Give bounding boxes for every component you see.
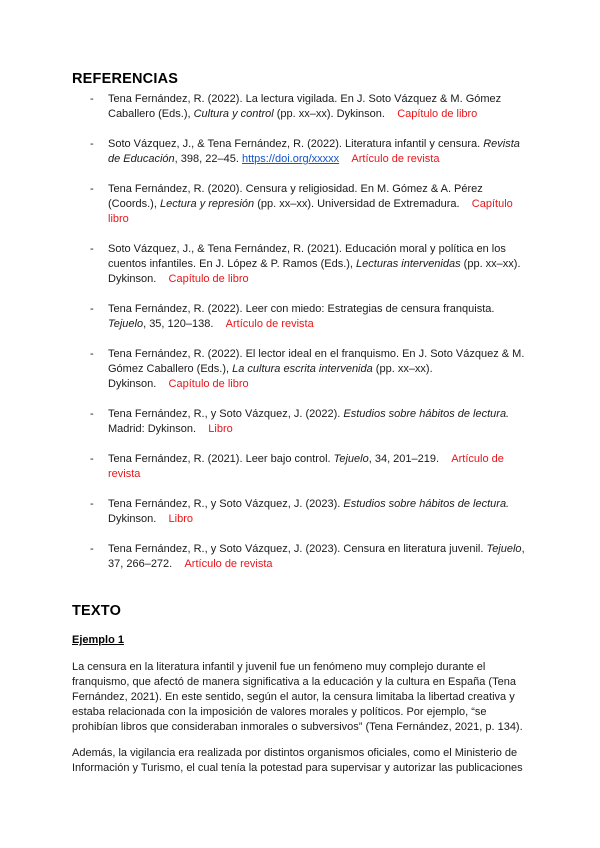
references-heading: REFERENCIAS <box>72 71 179 87</box>
reference-type-tag: Capítulo de libro <box>168 273 249 285</box>
body-paragraph: Además, la vigilancia era realizada por distintos organismos oficiales, como el Ministerio de Información y Turismo, el cual tenía la potestad para supervisar y autorizar las publicaciones <box>72 747 523 774</box>
reference-authors: Soto Vázquez, J., & Tena Fernández, R. (2022). Literatura infantil y censura. <box>108 138 484 150</box>
reference-title: Estudios sobre hábitos de lectura. <box>343 498 510 510</box>
list-bullet: - <box>90 93 94 105</box>
reference-title: Estudios sobre hábitos de lectura. <box>343 408 510 420</box>
reference-text <box>108 542 528 572</box>
reference-details: (pp. xx–xx). Dykinson. <box>273 108 385 120</box>
reference-type-tag: Capítulo libro <box>108 198 513 225</box>
list-bullet: - <box>90 183 94 195</box>
reference-type-tag: Capítulo de libro <box>397 108 478 120</box>
reference-authors: Tena Fernández, R., y Soto Vázquez, J. (2023). <box>108 498 344 510</box>
doi-link[interactable]: https://doi.org/xxxxx <box>241 153 340 165</box>
body-paragraph: La censura en la literatura infantil y juvenil fue un fenómeno muy complejo durante el franquismo, que afectó de manera significativa a la educación y la cultura en España (Tena Fernández, 2021). En este sentido, según el autor, la censura limitaba la libertad creativa y estaba relacionada con la imposición de valores morales y políticos. Por ejemplo, “se prohibían libros que consideraban inmorales o subversivos” (Tena Fernández, 2021, p. 134). <box>72 661 523 733</box>
reference-type-tag: Artículo de revista <box>225 318 314 330</box>
reference-text <box>108 407 528 437</box>
reference-title: Tejuelo <box>486 543 522 555</box>
reference-text <box>108 497 528 527</box>
reference-authors: Soto Vázquez, J., & Tena Fernández, R. (2021). Educación moral y política en los cuentos infantiles. En J. López & P. Ramos (Eds.), <box>108 243 506 270</box>
reference-title: Tejuelo <box>108 318 144 330</box>
reference-details: Dykinson. <box>108 513 157 525</box>
list-bullet: - <box>90 453 94 465</box>
reference-authors: Tena Fernández, R. (2022). Leer con miedo: Estrategias de censura franquista. <box>108 303 495 315</box>
reference-authors: Tena Fernández, R. (2022). El lector ideal en el franquismo. En J. Soto Vázquez & M. Gómez Caballero (Eds.), <box>108 348 525 375</box>
text-heading: TEXTO <box>72 603 122 619</box>
reference-type-tag: Libro <box>208 423 233 435</box>
list-bullet: - <box>90 348 94 360</box>
list-bullet: - <box>90 303 94 315</box>
reference-text <box>108 242 528 287</box>
reference-details: , 37, 266–272. <box>108 543 525 570</box>
reference-type-tag: Artículo de revista <box>184 558 273 570</box>
example-title: Ejemplo 1 <box>72 634 124 646</box>
reference-text <box>108 137 528 167</box>
reference-text <box>108 182 528 227</box>
reference-details: (pp. xx–xx). Dykinson. <box>108 363 433 390</box>
reference-title: Revista de Educación <box>108 138 520 165</box>
reference-authors: Tena Fernández, R. (2020). Censura y religiosidad. En M. Gómez & A. Pérez (Coords.), <box>108 183 483 210</box>
reference-authors: Tena Fernández, R. (2022). La lectura vigilada. En J. Soto Vázquez & M. Gómez Caballero (Eds.), <box>108 93 502 120</box>
list-bullet: - <box>90 408 94 420</box>
reference-authors: Tena Fernández, R. (2021). Leer bajo control. <box>108 453 334 465</box>
reference-title: Lecturas intervenidas <box>356 258 461 270</box>
reference-title: La cultura escrita intervenida <box>232 363 373 375</box>
reference-title: Tejuelo <box>333 453 369 465</box>
reference-details: , 34, 201–219. <box>368 453 440 465</box>
reference-details: , 398, 22–45. <box>174 153 242 165</box>
list-bullet: - <box>90 498 94 510</box>
reference-authors: Tena Fernández, R., y Soto Vázquez, J. (2022). <box>108 408 344 420</box>
reference-text <box>108 92 528 122</box>
reference-authors: Tena Fernández, R., y Soto Vázquez, J. (2023). Censura en literatura juvenil. <box>108 543 487 555</box>
reference-title: Lectura y represión <box>159 198 255 210</box>
reference-details: (pp. xx–xx). Dykinson. <box>108 258 521 285</box>
reference-type-tag: Capítulo de libro <box>168 378 249 390</box>
list-bullet: - <box>90 243 94 255</box>
list-bullet: - <box>90 138 94 150</box>
reference-type-tag: Artículo de revista <box>351 153 440 165</box>
list-bullet: - <box>90 543 94 555</box>
reference-text <box>108 347 528 392</box>
reference-text <box>108 302 528 332</box>
reference-text <box>108 452 528 482</box>
reference-details: Madrid: Dykinson. <box>108 423 197 435</box>
reference-title: Cultura y control <box>193 108 274 120</box>
reference-type-tag: Libro <box>168 513 193 525</box>
reference-details: (pp. xx–xx). Universidad de Extremadura. <box>254 198 460 210</box>
reference-details: , 35, 120–138. <box>143 318 214 330</box>
reference-type-tag: Artículo de revista <box>108 453 504 480</box>
